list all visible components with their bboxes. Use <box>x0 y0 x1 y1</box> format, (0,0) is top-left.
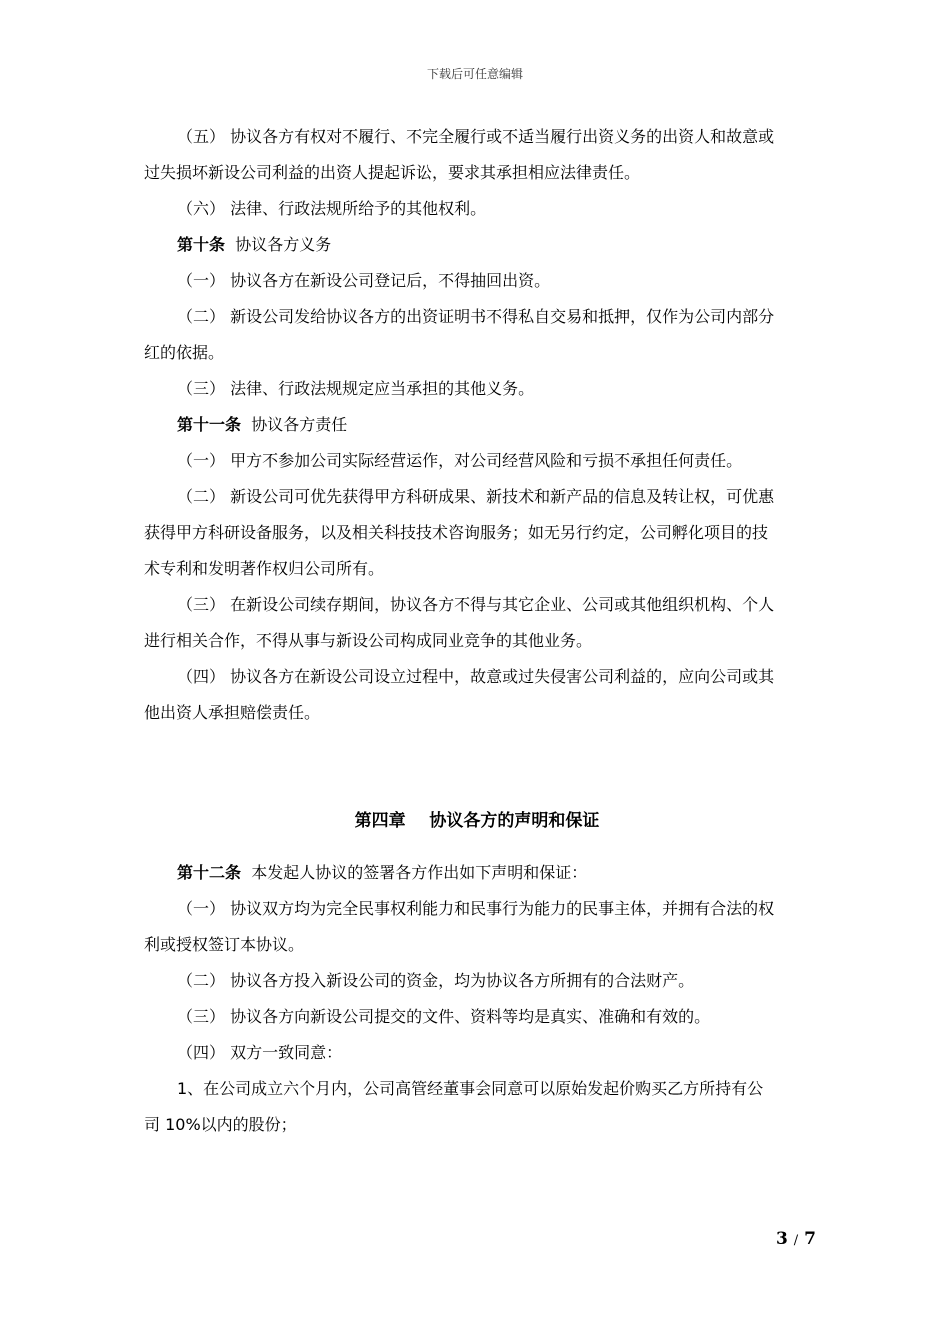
paragraph-line: （一） 协议双方均为完全民事权利能力和民事行为能力的民事主体，并拥有合法的权 <box>177 899 775 918</box>
article-number: 第十条 <box>177 235 226 254</box>
paragraph-line: （六） 法律、行政法规所给予的其他权利。 <box>177 199 487 218</box>
page-separator: / <box>793 1233 799 1248</box>
paragraph-line: （二） 新设公司可优先获得甲方科研成果、新技术和新产品的信息及转让权，可优惠 <box>177 487 775 506</box>
article-heading <box>144 413 810 449</box>
article-heading <box>144 233 810 269</box>
article-number: 第十二条 <box>177 863 242 882</box>
paragraph-line: （一） 甲方不参加公司实际经营运作，对公司经营风险和亏损不承担任何责任。 <box>177 451 743 470</box>
article-title: 协议各方责任 <box>251 415 348 434</box>
paragraph-line: （五） 协议各方有权对不履行、不完全履行或不适当履行出资义务的出资人和故意或 <box>177 127 775 146</box>
paragraph-line: （二） 新设公司发给协议各方的出资证明书不得私自交易和抵押，仅作为公司内部分 <box>177 307 775 326</box>
page-number <box>776 1228 816 1252</box>
paragraph-line: （三） 在新设公司续存期间，协议各方不得与其它企业、公司或其他组织机构、个人 <box>177 595 775 614</box>
paragraph-line: 他出资人承担赔偿责任。 <box>144 703 321 722</box>
paragraph-line: 红的依据。 <box>144 343 225 362</box>
paragraph-line: 利或授权签订本协议。 <box>144 935 305 954</box>
paragraph-line: （二） 协议各方投入新设公司的资金，均为协议各方所拥有的合法财产。 <box>177 971 695 990</box>
paragraph-line: 司 10%以内的股份； <box>144 1115 297 1134</box>
paragraph-line: 1、在公司成立六个月内，公司高管经董事会同意可以原始发起价购买乙方所持有公 <box>177 1079 764 1098</box>
chapter-heading: 第四章 协议各方的声明和保证 <box>354 811 600 831</box>
article-title: 协议各方义务 <box>235 235 332 254</box>
total-pages: 7 <box>804 1229 816 1249</box>
paragraph-line: （四） 双方一致同意： <box>177 1043 343 1062</box>
paragraph-line: 获得甲方科研设备服务，以及相关科技技术咨询服务；如无另行约定，公司孵化项目的技 <box>144 523 769 542</box>
paragraph-line: （三） 法律、行政法规规定应当承担的其他义务。 <box>177 379 535 398</box>
paragraph-line: （三） 协议各方向新设公司提交的文件、资料等均是真实、准确和有效的。 <box>177 1007 711 1026</box>
paragraph-line: （一） 协议各方在新设公司登记后，不得抽回出资。 <box>177 271 551 290</box>
article-title: 本发起人协议的签署各方作出如下声明和保证： <box>251 863 588 882</box>
paragraph-line: 术专利和发明著作权归公司所有。 <box>144 559 385 578</box>
article-heading <box>144 861 810 897</box>
paragraph-line: （四） 协议各方在新设公司设立过程中，故意或过失侵害公司利益的，应向公司或其 <box>177 667 775 686</box>
document-body <box>144 125 810 1149</box>
current-page: 3 <box>776 1229 788 1249</box>
article-number: 第十一条 <box>177 415 242 434</box>
paragraph-line: 过失损坏新设公司利益的出资人提起诉讼，要求其承担相应法律责任。 <box>144 163 641 182</box>
paragraph-line: 进行相关合作，不得从事与新设公司构成同业竞争的其他业务。 <box>144 631 593 650</box>
page-header: 下载后可任意编辑 <box>426 67 523 81</box>
section-spacer <box>144 737 810 809</box>
